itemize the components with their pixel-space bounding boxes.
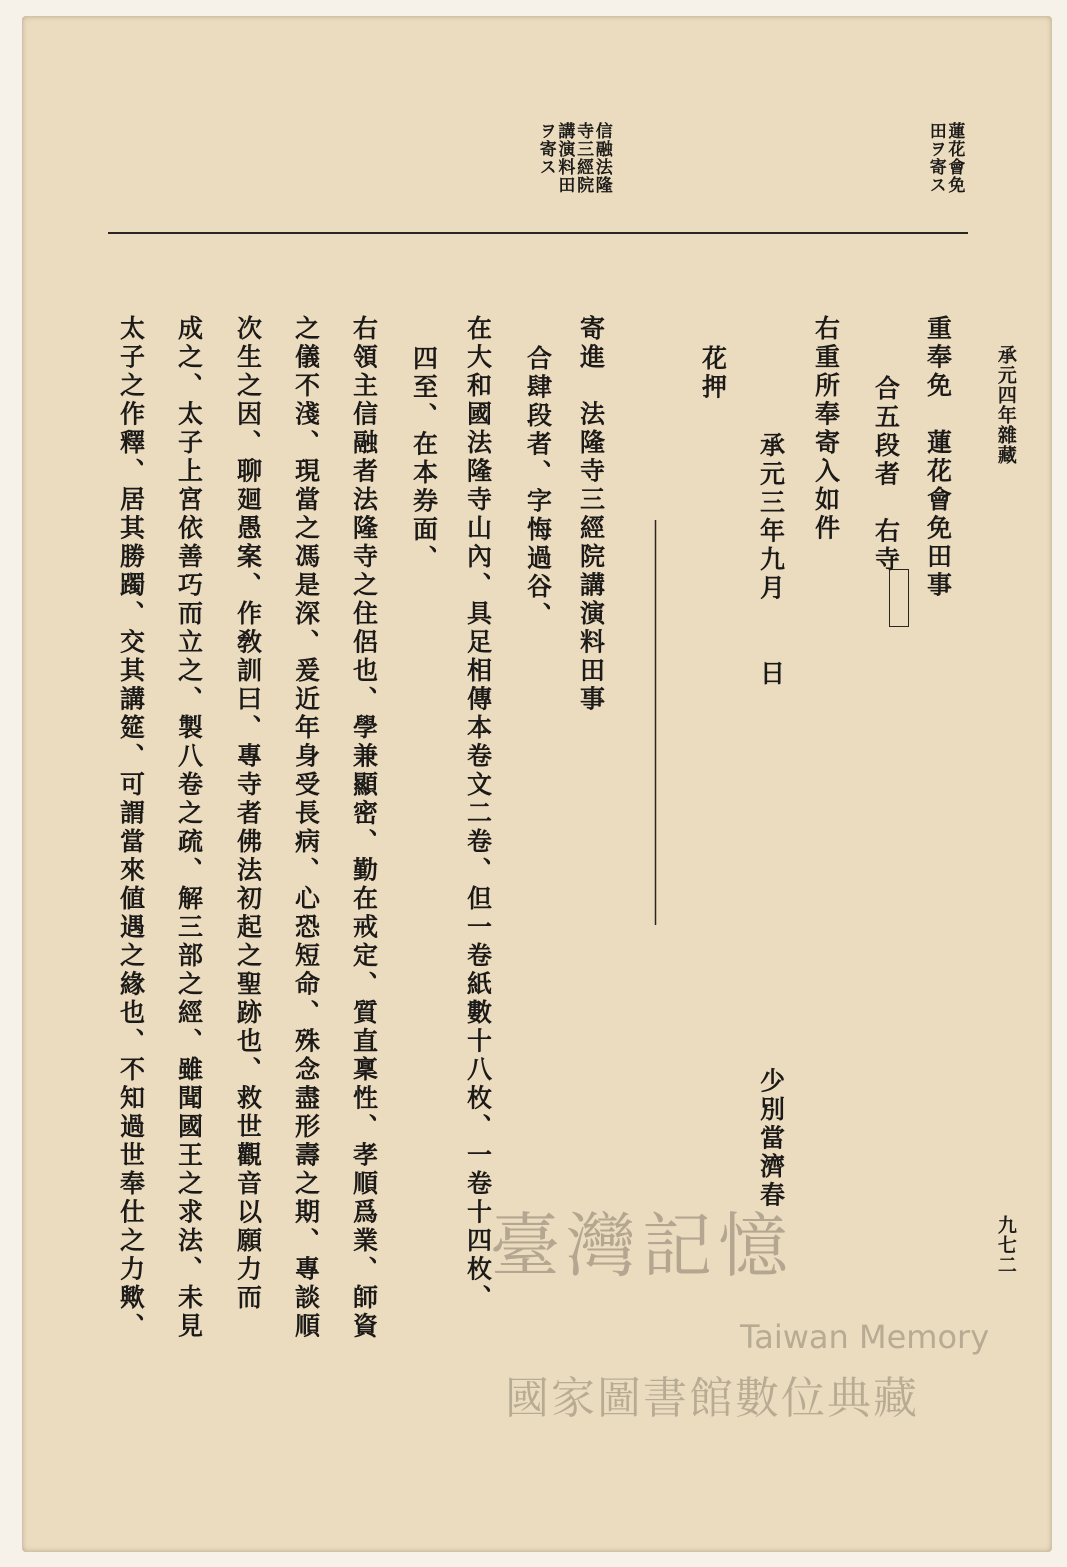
text-column-11: 右領主信融者法隆寺之住侶也、學兼顯密、勤在戒定、質直稟性、孝順爲業、師資 xyxy=(349,315,379,1341)
margin-heading-line: 信融法隆 xyxy=(591,122,612,194)
text-column-6-kao: 花押 xyxy=(698,345,728,402)
watermark-english: Taiwan Memory xyxy=(740,1318,990,1356)
watermark-chinese: 臺灣記憶 xyxy=(490,1205,794,1287)
text-column-9: 在大和國法隆寺山內、具足相傳本卷文二卷、但一卷紙數十八枚、一卷十四枚、 xyxy=(463,315,493,1313)
text-column-2: 合五段者 右寺 xyxy=(871,375,901,575)
seal-box-mark xyxy=(889,569,909,627)
text-column-5-signatory: 少別當濟春 xyxy=(756,640,786,1210)
margin-heading-lotus xyxy=(926,122,963,194)
margin-heading-line: ヲ寄ス xyxy=(535,122,556,176)
text-column-8: 合肆段者、字悔過谷、 xyxy=(523,345,553,630)
page-number: 九七二 xyxy=(994,1215,1017,1275)
watermark-library: 國家圖書館數位典藏 xyxy=(505,1373,919,1424)
header-rule xyxy=(108,232,968,234)
text-column-12: 之儀不淺、現當之馮是深、爰近年身受長病、心恐短命、殊念盡形壽之期、專談順 xyxy=(291,315,321,1341)
vertical-divider-ornament xyxy=(654,520,657,925)
margin-heading-line: 寺三經院 xyxy=(573,122,594,194)
margin-heading-line: 田ヲ寄ス xyxy=(925,122,946,194)
text-column-10: 四至、在本券面、 xyxy=(409,345,439,573)
text-column-1: 重奉免 蓮花會免田事 xyxy=(923,315,953,600)
margin-heading-line: 蓮花會免 xyxy=(944,122,965,194)
text-column-3: 右重所奉寄入如件 xyxy=(811,315,841,543)
margin-heading-shinyu xyxy=(536,122,611,194)
text-column-13: 次生之因、聊廻愚案、作敎訓曰、專寺者佛法初起之聖跡也、救世觀音以願力而 xyxy=(233,315,263,1313)
text-column-15: 太子之作釋、居其勝躅、交其講筵、可謂當來値遇之緣也、不知過世奉仕之力歟、 xyxy=(116,315,146,1341)
text-column-4: 承元三年九月 日 xyxy=(756,375,786,689)
margin-heading-line: 講演料田 xyxy=(554,122,575,194)
text-column-7: 寄進 法隆寺三經院講演料田事 xyxy=(576,315,606,714)
text-column-14: 成之、太子上宮依善巧而立之、製八卷之疏、解三部之經、雖聞國王之求法、未見 xyxy=(174,315,204,1341)
running-title: 承元四年雜藏 xyxy=(994,345,1017,465)
